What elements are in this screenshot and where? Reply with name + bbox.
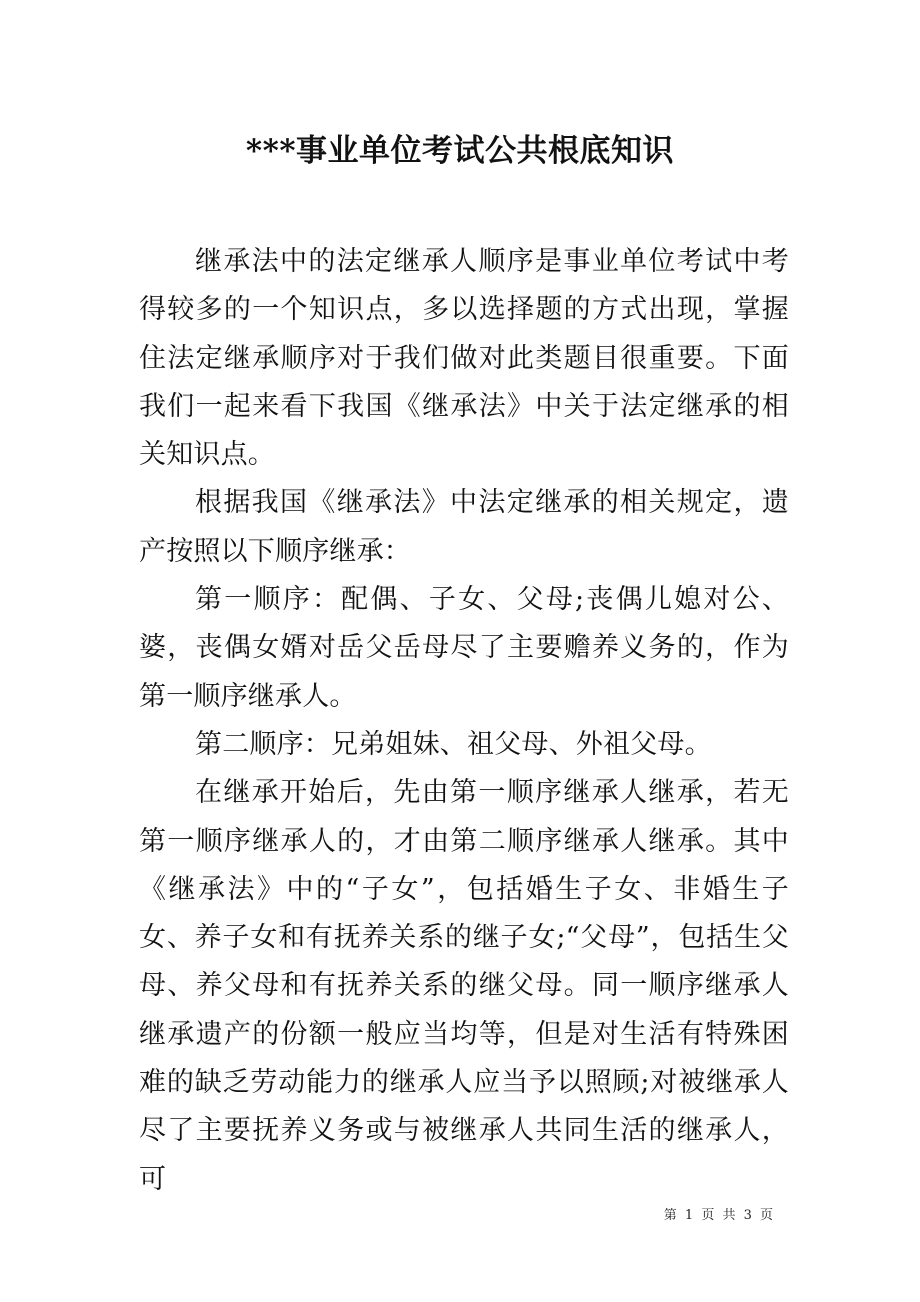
paragraph-inheritance-rule: 根据我国《继承法》中法定继承的相关规定，遗产按照以下顺序继承： <box>139 487 789 567</box>
paragraph-inheritance-details: 在继承开始后，先由第一顺序继承人继承，若无第一顺序继承人的，才由第二顺序继承人继承。其中《继承法》中的“子女”，包括婚生子女、非婚生子女、养子女和有抚养关系的继子女;“父母”，包括生父母、养父母和有抚养关系的继父母。同一顺序继承人继承遗产的份额一般应当均等，但是对生活有特殊困难的缺乏劳动能力的继承人应当予以照顾;对被继承人尽了主要抚养义务或与被继承人共同生活的继承人，可 <box>139 777 789 1195</box>
document-body <box>139 238 789 1204</box>
paragraph-intro: 继承法中的法定继承人顺序是事业单位考试中考得较多的一个知识点，多以选择题的方式出现，掌握住法定继承顺序对于我们做对此类题目很重要。下面我们一起来看下我国《继承法》中关于法定继承的相关知识点。 <box>139 246 789 471</box>
page-number-footer: 第 1 页 共 3 页 <box>663 1208 775 1223</box>
paragraph-first-order: 第一顺序：配偶、子女、父母;丧偶儿媳对公、婆，丧偶女婿对岳父岳母尽了主要赡养义务的，作为第一顺序继承人。 <box>139 584 789 712</box>
document-title: ***事业单位考试公共根底知识 <box>245 133 675 169</box>
paragraph-second-order: 第二顺序：兄弟姐妹、祖父母、外祖父母。 <box>195 728 712 760</box>
